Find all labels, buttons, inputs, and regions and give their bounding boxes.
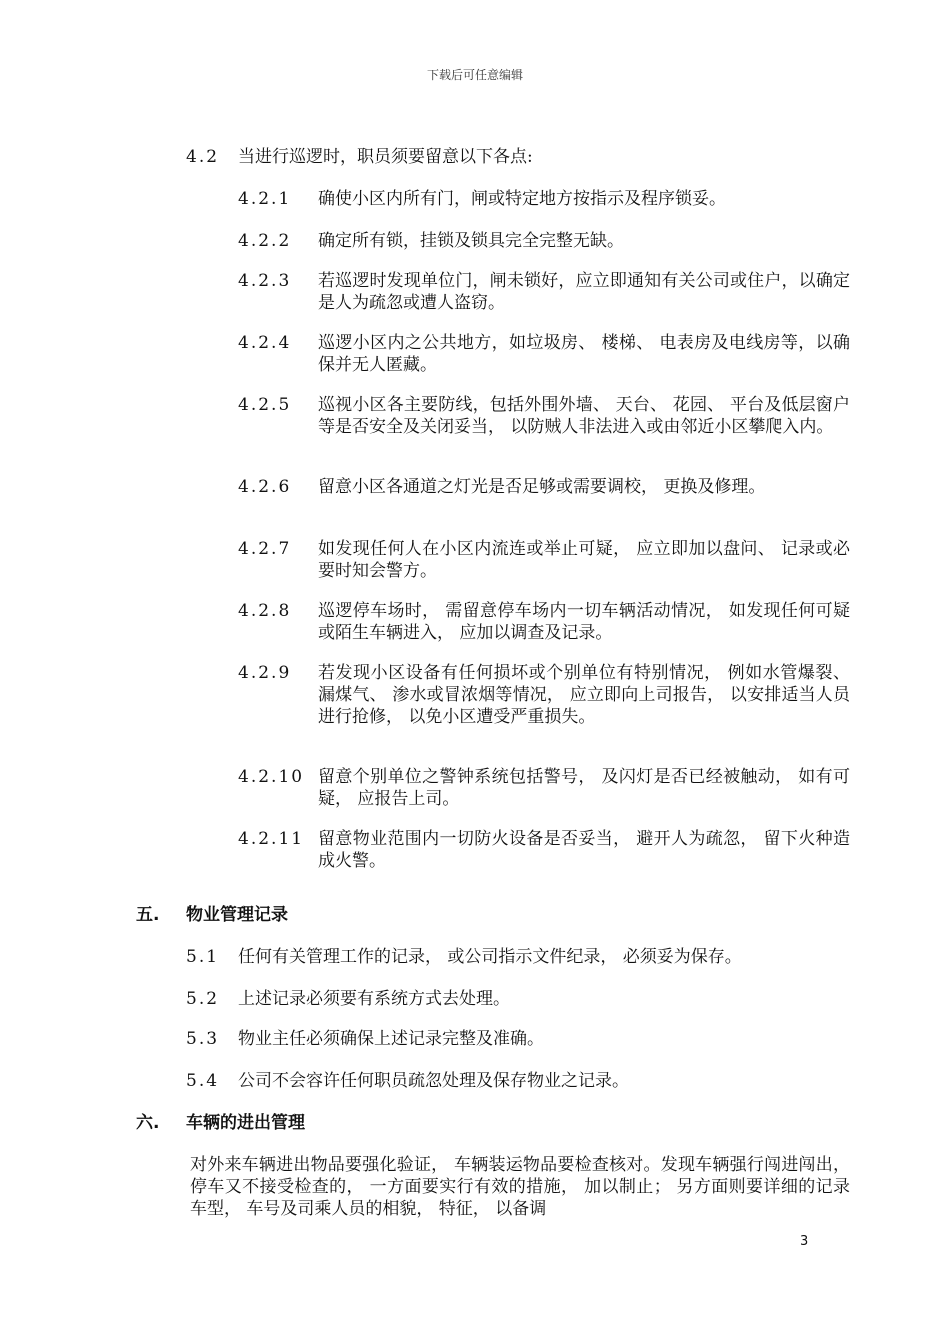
section-title: 车辆的进出管理 xyxy=(186,1113,305,1133)
item-number: 5.2 xyxy=(186,989,220,1009)
item-5-4 xyxy=(186,1070,856,1092)
subitem-4-2-9 xyxy=(238,662,850,750)
item-5-3 xyxy=(186,1028,856,1050)
section-number: 五. xyxy=(136,905,160,925)
subitem-4-2-4 xyxy=(238,332,850,376)
item-text: 留意小区各通道之灯光是否足够或需要调校， 更换及修理。 xyxy=(318,477,766,497)
item-5-2 xyxy=(186,988,856,1010)
item-text: 留意物业范围内一切防火设备是否妥当， 避开人为疏忽， 留下火种造成火警。 xyxy=(318,829,850,871)
item-text: 巡视小区各主要防线，包括外围外墙、 天台、 花园、 平台及低层窗户等是否安全及关闭妥当， 以防贼人非法进入或由邻近小区攀爬入内。 xyxy=(318,395,850,437)
subitem-4-2-11 xyxy=(238,828,850,872)
item-number: 4.2.2 xyxy=(238,231,292,251)
item-number: 4.2.8 xyxy=(238,601,292,621)
item-text: 巡逻小区内之公共地方，如垃圾房、 楼梯、 电表房及电线房等，以确保并无人匿藏。 xyxy=(318,333,850,375)
page-header: 下载后可任意编辑 xyxy=(426,68,523,82)
section-6-heading xyxy=(136,1112,536,1134)
section-5-heading xyxy=(136,904,536,926)
item-text: 若巡逻时发现单位门，闸未锁好，应立即通知有关公司或住户，以确定是人为疏忽或遭人盗窃。 xyxy=(318,271,850,313)
item-number: 5.3 xyxy=(186,1029,220,1049)
item-number: 4.2.9 xyxy=(238,663,292,683)
item-text: 公司不会容许任何职员疏忽处理及保存物业之记录。 xyxy=(238,1071,629,1091)
item-text: 如发现任何人在小区内流连或举止可疑， 应立即加以盘问、 记录或必要时知会警方。 xyxy=(318,539,850,581)
item-number: 5.1 xyxy=(186,947,220,967)
item-number: 4.2.5 xyxy=(238,395,292,415)
item-number: 4.2.10 xyxy=(238,767,305,787)
subitem-4-2-5 xyxy=(238,394,850,460)
subitem-4-2-2 xyxy=(238,230,850,252)
item-text: 留意个别单位之警钟系统包括警号， 及闪灯是否已经被触动， 如有可疑， 应报告上司。 xyxy=(318,767,850,809)
subitem-4-2-3 xyxy=(238,270,850,314)
item-number: 4.2.6 xyxy=(238,477,292,497)
item-number: 4.2.7 xyxy=(238,539,292,559)
item-4-2 xyxy=(186,146,856,168)
item-text: 任何有关管理工作的记录， 或公司指示文件纪录， 必须妥为保存。 xyxy=(238,947,742,967)
item-5-1 xyxy=(186,946,856,968)
subitem-4-2-8 xyxy=(238,600,850,644)
subitem-4-2-1 xyxy=(238,188,850,210)
item-text: 若发现小区设备有任何损坏或个别单位有特别情况， 例如水管爆裂、 漏煤气、 渗水或冒浓烟等情况， 应立即向上司报告， 以安排适当人员进行抢修， 以免小区遭受严重损失。 xyxy=(318,663,850,727)
subitem-4-2-6 xyxy=(238,476,850,520)
item-number: 4.2.1 xyxy=(238,189,292,209)
item-text: 确使小区内所有门，闸或特定地方按指示及程序锁妥。 xyxy=(318,189,726,209)
item-number: 4.2.11 xyxy=(238,829,305,849)
section-6-paragraph: 对外来车辆进出物品要强化验证， 车辆装运物品要检查核对。发现车辆强行闯进闯出， 停车又不接受检查的， 一方面要实行有效的措施， 加以制止； 另方面则要详细的记录车型， 车号及司乘人员的相貌， 特征， 以备调 xyxy=(190,1155,850,1219)
section-title: 物业管理记录 xyxy=(186,905,288,925)
subitem-4-2-7 xyxy=(238,538,850,582)
item-number: 4.2.4 xyxy=(238,333,292,353)
item-number: 4.2.3 xyxy=(238,271,292,291)
item-text: 当进行巡逻时，职员须要留意以下各点: xyxy=(238,147,533,167)
item-text: 确定所有锁，挂锁及锁具完全完整无缺。 xyxy=(318,231,624,251)
subitem-4-2-10 xyxy=(238,766,850,810)
item-number: 5.4 xyxy=(186,1071,220,1091)
item-text: 巡逻停车场时， 需留意停车场内一切车辆活动情况， 如发现任何可疑或陌生车辆进入， 应加以调查及记录。 xyxy=(318,601,850,643)
item-text: 物业主任必须确保上述记录完整及准确。 xyxy=(238,1029,544,1049)
page-number: 3 xyxy=(800,1234,809,1249)
item-text: 上述记录必须要有系统方式去处理。 xyxy=(238,989,510,1009)
section-number: 六. xyxy=(136,1113,160,1133)
item-number: 4.2 xyxy=(186,147,220,167)
